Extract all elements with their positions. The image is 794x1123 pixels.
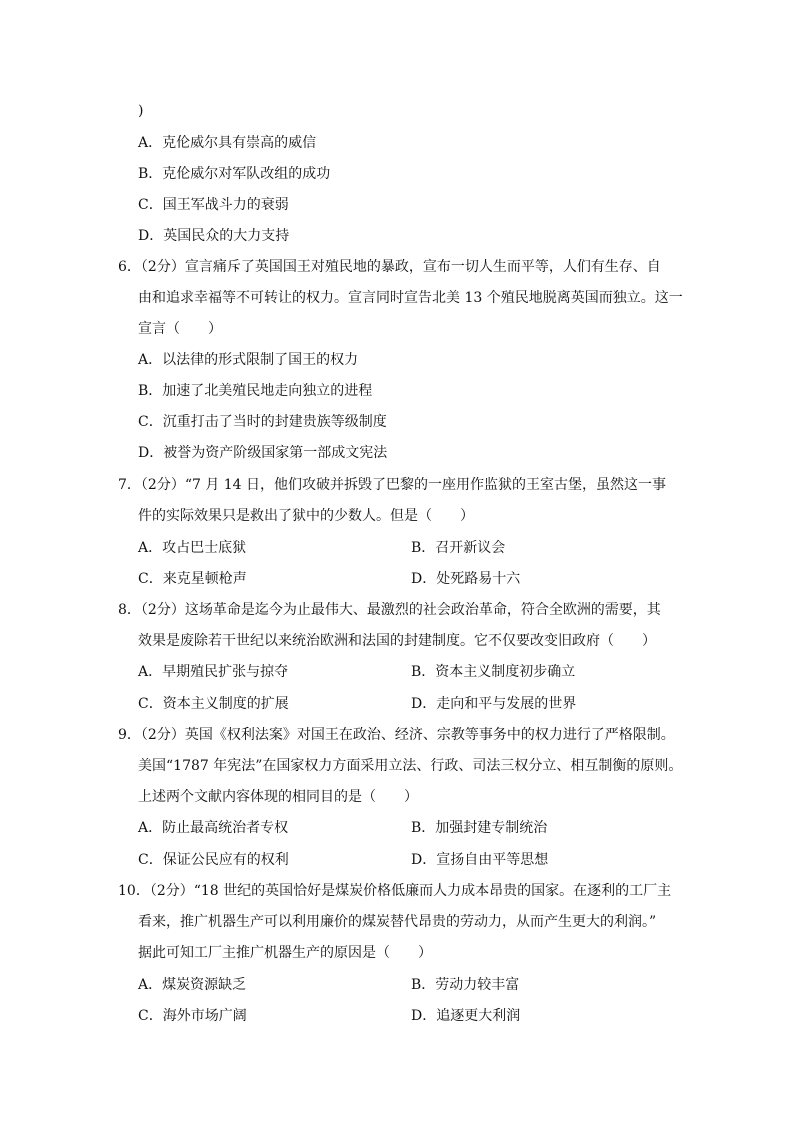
q5-option-c: C．国王军战斗力的衰弱 (138, 197, 289, 213)
q10-stem-line-3: 据此可知工厂主推广机器生产的原因是（ ） (138, 945, 432, 961)
q9-stem-line-3: 上述两个文献内容体现的相同目的是（ ） (138, 789, 418, 805)
q7-stem-line-1: 7．（2分）“7 月 14 日，他们攻破并拆毁了巴黎的一座用作监狱的王室古堡，虽然这一事 (118, 477, 667, 493)
q7-stem-line-2: 件的实际效果只是救出了狱中的少数人。但是（ ） (138, 508, 474, 524)
q7-option-a: A．攻占巴士底狱 (138, 540, 247, 556)
q10-stem-line-2: 看来，推广机器生产可以利用廉价的煤炭替代昂贵的劳动力，从而产生更大的利润。” (138, 914, 657, 930)
q10-option-a: A．煤炭资源缺乏 (138, 977, 247, 993)
q6-stem-line-3: 宣言（ ） (138, 321, 222, 337)
q5-option-d: D．英国民众的大力支持 (138, 228, 290, 244)
q9-option-b: B．加强封建专制统治 (411, 820, 548, 836)
q8-stem-line-1: 8．（2分）这场革命是迄今为止最伟大、最激烈的社会政治革命，符合全欧洲的需要，其 (118, 602, 661, 618)
q10-option-c: C．海外市场广阔 (138, 1008, 247, 1024)
q6-option-a: A．以法律的形式限制了国王的权力 (138, 352, 359, 368)
question-5-tail: ) (138, 103, 144, 119)
q9-option-a: A．防止最高统治者专权 (138, 820, 289, 836)
q5-option-b: B．克伦威尔对军队改组的成功 (138, 166, 331, 182)
q7-option-c: C．来克星顿枪声 (138, 571, 247, 587)
q7-option-b: B．召开新议会 (411, 540, 506, 556)
q5-option-a: A．克伦威尔具有崇高的威信 (138, 135, 317, 151)
q10-option-d: D．追逐更大利润 (411, 1008, 521, 1024)
q8-option-d: D．走向和平与发展的世界 (411, 696, 577, 712)
q6-option-c: C．沉重打击了当时的封建贵族等级制度 (138, 414, 387, 430)
q6-option-d: D．被誉为资产阶级国家第一部成文宪法 (138, 445, 388, 461)
q9-option-d: D．宣扬自由平等思想 (411, 852, 549, 868)
q10-option-b: B．劳动力较丰富 (411, 977, 520, 993)
q10-stem-line-1: 10．（2分）“18 世纪的英国恰好是煤炭价格低廉而人力成本昂贵的国家。在逐利的工厂主 (118, 883, 672, 899)
q8-option-b: B．资本主义制度初步确立 (411, 664, 576, 680)
q6-stem-line-2: 由和追求幸福等不可转让的权力。宣言同时宣告北美 13 个殖民地脱离英国而独立。这一 (138, 290, 683, 306)
q9-stem-line-2: 美国“1787 年宪法”在国家权力方面采用立法、行政、司法三权分立、相互制衡的原则。 (138, 758, 683, 774)
q8-option-a: A．早期殖民扩张与掠夺 (138, 664, 289, 680)
q7-option-d: D．处死路易十六 (411, 571, 521, 587)
q6-stem-line-1: 6．（2分）宣言痛斥了英国国王对殖民地的暴政，宣布一切人生而平等，人们有生存、自 (118, 259, 661, 275)
q6-option-b: B．加速了北美殖民地走向独立的进程 (138, 383, 373, 399)
q8-stem-line-2: 效果是废除若干世纪以来统治欧洲和法国的封建制度。它不仅要改变旧政府（ ） (138, 633, 656, 649)
q8-option-c: C．资本主义制度的扩展 (138, 696, 289, 712)
q9-stem-line-1: 9．（2分）英国《权利法案》对国王在政治、经济、宗教等事务中的权力进行了严格限制。 (118, 727, 675, 743)
q9-option-c: C．保证公民应有的权利 (138, 852, 289, 868)
